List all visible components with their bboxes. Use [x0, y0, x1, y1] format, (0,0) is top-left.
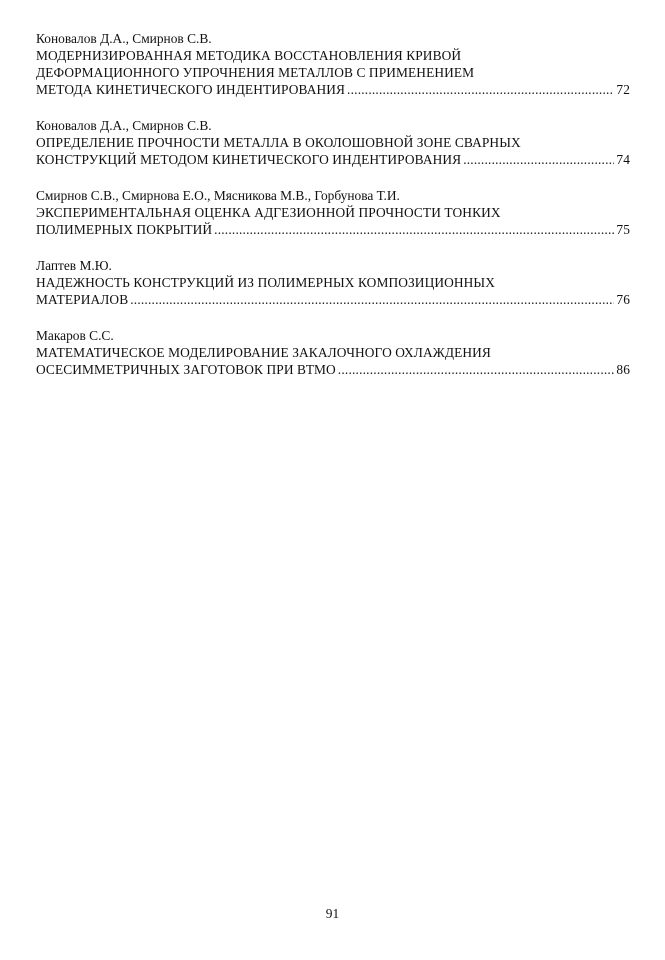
dot-leader	[463, 151, 614, 168]
entry-title-last-line	[36, 221, 630, 238]
entry-page-number: 86	[616, 362, 630, 377]
dot-leader	[338, 361, 615, 378]
entry-title-line: ПОЛИМЕРНЫХ ПОКРЫТИЙ	[36, 222, 213, 237]
entry-title-line: НАДЕЖНОСТЬ КОНСТРУКЦИЙ ИЗ ПОЛИМЕРНЫХ КОМПОЗИЦИОННЫХ	[36, 275, 495, 290]
entry-title-line: ОПРЕДЕЛЕНИЕ ПРОЧНОСТИ МЕТАЛЛА В ОКОЛОШОВНОЙ ЗОНЕ СВАРНЫХ	[36, 135, 521, 150]
entry-page-number: 74	[616, 152, 630, 167]
entry-title-line: МЕТОДА КИНЕТИЧЕСКОГО ИНДЕНТИРОВАНИЯ	[36, 82, 346, 97]
entry-authors: Смирнов С.В., Смирнова Е.О., Мясникова М.В., Горбунова Т.И.	[36, 188, 400, 203]
entry-title-last-line	[36, 81, 630, 98]
entry-title-line: ЭКСПЕРИМЕНТАЛЬНАЯ ОЦЕНКА АДГЕЗИОННОЙ ПРОЧНОСТИ ТОНКИХ	[36, 205, 501, 220]
entry-title-line: МОДЕРНИЗИРОВАННАЯ МЕТОДИКА ВОССТАНОВЛЕНИЯ КРИВОЙ	[36, 48, 462, 63]
entry-authors: Лаптев М.Ю.	[36, 258, 112, 273]
entry-title-line: ДЕФОРМАЦИОННОГО УПРОЧНЕНИЯ МЕТАЛЛОВ С ПРИМЕНЕНИЕМ	[36, 65, 475, 80]
table-of-contents	[36, 30, 630, 397]
entry-page-number: 76	[616, 292, 630, 307]
dot-leader	[130, 291, 614, 308]
entry-title-line: ОСЕСИММЕТРИЧНЫХ ЗАГОТОВОК ПРИ ВТМО	[36, 362, 336, 377]
entry-title-line: КОНСТРУКЦИЙ МЕТОДОМ КИНЕТИЧЕСКОГО ИНДЕНТИРОВАНИЯ	[36, 152, 462, 167]
page-number: 91	[325, 906, 340, 921]
toc-entry	[36, 327, 630, 378]
entry-page-number: 75	[616, 222, 630, 237]
toc-entry	[36, 117, 630, 168]
entry-title-last-line	[36, 151, 630, 168]
entry-authors: Макаров С.С.	[36, 328, 114, 343]
entry-title-last-line	[36, 291, 630, 308]
entry-page-number: 72	[616, 82, 630, 97]
entry-title-line: МАТЕРИАЛОВ	[36, 292, 129, 307]
toc-entry	[36, 257, 630, 308]
dot-leader	[347, 81, 614, 98]
entry-title-line: МАТЕМАТИЧЕСКОЕ МОДЕЛИРОВАНИЕ ЗАКАЛОЧНОГО ОХЛАЖДЕНИЯ	[36, 345, 491, 360]
entry-title-last-line	[36, 361, 630, 378]
toc-entry	[36, 30, 630, 98]
toc-entry	[36, 187, 630, 238]
entry-authors: Коновалов Д.А., Смирнов С.В.	[36, 118, 212, 133]
dot-leader	[214, 221, 614, 238]
entry-authors: Коновалов Д.А., Смирнов С.В.	[36, 31, 212, 46]
